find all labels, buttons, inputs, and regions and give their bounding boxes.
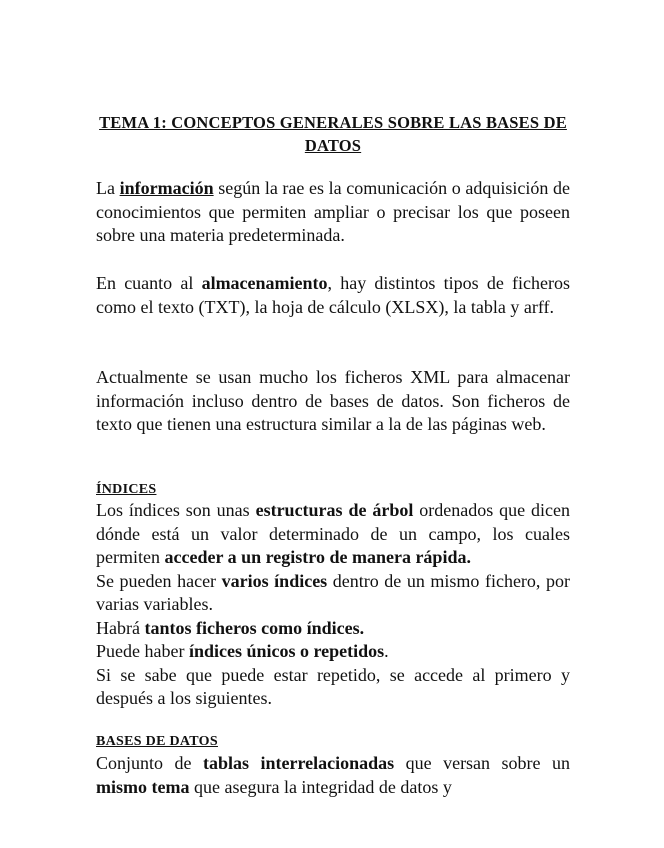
paragraph-xml: Actualmente se usan mucho los ficheros XML para almacenar información incluso dentro de bases de datos. Son ficheros de texto que tienen una estructura similar a la de las páginas web. [96, 367, 570, 434]
text-run: que asegura la integridad de datos y [189, 776, 452, 797]
sentence-indices-2 [96, 570, 570, 617]
term-tantos-ficheros: tantos ficheros como índices. [144, 617, 365, 638]
section-heading-indices: ÍNDICES [96, 482, 157, 497]
term-indices-unicos: índices únicos o repetidos [188, 641, 385, 661]
term-varios-indices: varios índices [221, 570, 328, 591]
paragraph-bases-de-datos [96, 752, 570, 799]
text-run: Conjunto de [96, 753, 203, 773]
text-run: La [96, 178, 120, 198]
text-run: . [384, 641, 389, 661]
sentence-indices-4 [96, 640, 570, 664]
text-run: que versan sobre un [394, 753, 570, 773]
section-heading-bases-de-datos: BASES DE DATOS [96, 734, 218, 749]
paragraph-informacion [96, 177, 570, 248]
sentence-indices-5: Si se sabe que puede estar repetido, se accede al primero y después a los siguientes. [96, 664, 570, 708]
term-tablas-interrelacionadas: tablas interrelacionadas [202, 753, 395, 773]
document-title: TEMA 1: CONCEPTOS GENERALES SOBRE LAS BASES DE DATOS [99, 113, 567, 155]
paragraph-almacenamiento [96, 272, 570, 319]
sentence-indices-1 [96, 499, 570, 570]
text-run: Los índices son unas [96, 500, 256, 520]
paragraph-indices [96, 499, 570, 711]
term-informacion: información [119, 178, 214, 198]
text-run: Habrá [96, 617, 145, 638]
term-acceso-rapido: acceder a un registro de manera rápida. [164, 547, 471, 567]
text-run: En cuanto al [96, 273, 202, 293]
text-run: Puede haber [96, 641, 189, 661]
text-run: ordenados que dicen dónde está un valor determinado de un campo, los cuales permiten [96, 500, 570, 567]
text-run: según la rae es la comunicación o adquisición de conocimientos que permiten ampliar o precisar los que poseen sobre una materia predeterminada. [96, 178, 570, 245]
term-mismo-tema: mismo tema [96, 776, 190, 797]
term-almacenamiento: almacenamiento [201, 273, 328, 293]
sentence-indices-3 [96, 617, 570, 641]
term-estructuras-arbol: estructuras de árbol [255, 500, 414, 520]
text-run: Se pueden hacer [96, 570, 222, 591]
text-run: dentro de un mismo fichero, por varias variables. [96, 570, 570, 614]
text-run: , hay distintos tipos de ficheros como el texto (TXT), la hoja de cálculo (XLSX), la tabla y arff. [96, 273, 570, 317]
